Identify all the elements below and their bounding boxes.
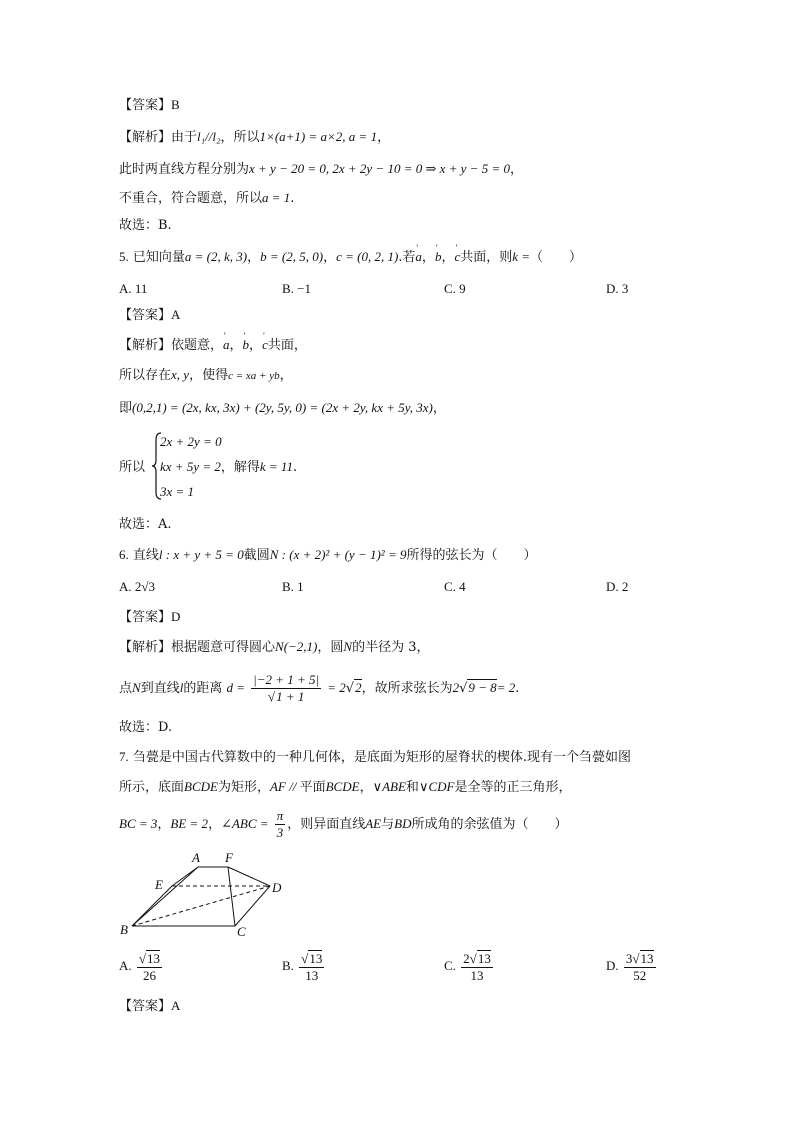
math-expression: c = xa + yb <box>228 370 280 382</box>
answer-tag: 【答案】 <box>119 610 172 625</box>
vertex-d: D <box>272 880 282 895</box>
answer-tag: 【答案】 <box>119 308 172 323</box>
question-number: 7. <box>119 749 129 764</box>
analysis-line: 点N到直线l的距离 d = $\frac{|-2 + 1 + 5|}{√1 + 1}$ = 2√2，故所求弦长为2√9 − 8= 2. <box>119 672 520 704</box>
analysis-tag: 【解析】 <box>119 640 172 655</box>
option-d: D. $\frac{3√13}{52}$ <box>606 950 654 983</box>
option-d: D. 3 <box>606 281 629 296</box>
vertex-b: B <box>120 922 128 937</box>
chumeng-figure <box>112 846 292 938</box>
question-number: 6. <box>119 547 129 562</box>
answer-value: B <box>171 97 180 112</box>
question-7-line-3: BC = 3，BE = 2，∠ABC = $\frac{\pi}{3}$ ，则异面直线AE与BD所成角的余弦值为（ ） <box>119 808 568 840</box>
math-expression: N : (x + 2)² + (y − 1)² = 9 <box>269 547 407 562</box>
answer-value: A <box>171 998 181 1013</box>
analysis-tag: 【解析】 <box>119 130 172 145</box>
math-expression: 1×(a+1) = a×2, a = 1 <box>259 129 378 144</box>
analysis-line: 所以存在x, y，使得c = xa + yb， <box>119 367 293 383</box>
option-c: C. $\frac{2√13}{13}$ <box>444 950 491 983</box>
angle-fraction: $\frac{\pi}{3}$ <box>276 808 284 840</box>
option-d: D. 2 <box>606 579 629 594</box>
option-c: C. 4 <box>444 579 466 594</box>
vector-b: b = (2, 5, 0) <box>260 249 324 264</box>
analysis-line: 即(0,2,1) = (2x, kx, 3x) + (2y, 5y, 0) = (2x + 2y, kx + 5y, 3x)， <box>119 400 446 416</box>
option-a: A. 11 <box>119 281 148 296</box>
math-expression: l : x + y + 5 = 0 <box>158 547 244 562</box>
analysis-line: 【解析】依题意，' a，' b，' c共面， <box>119 336 307 355</box>
distance-fraction: $\frac{|-2 + 1 + 5|}{√1 + 1}$ <box>253 672 320 704</box>
vector-c: c = (0, 2, 1) <box>336 249 399 264</box>
answer-tag: 【答案】 <box>119 999 172 1014</box>
math-expression: l₁//l₂ <box>197 129 221 144</box>
option-b: B. $\frac{√13}{13}$ <box>282 950 323 983</box>
option-c: C. 9 <box>444 281 466 296</box>
math-expression: x + y − 20 = 0, 2x + 2y − 10 = 0 ⇒ x + y − 5 = 0 <box>249 161 510 176</box>
option-b: B. 1 <box>282 579 304 594</box>
question-7-line-1: 7. 刍甍是中国古代算数中的一种几何体，是底面为矩形的屋脊状的楔体.现有一个刍甍如图 <box>119 749 632 765</box>
answer-line <box>119 608 180 627</box>
result: k = 11 <box>259 459 293 474</box>
question-5: 5. 已知向量a = (2, k, 3)，b = (2, 5, 0)，c = (0, 2, 1).若' a，' b，' c共面，则k =（ ） <box>119 248 582 267</box>
answer-tag: 【答案】 <box>119 98 172 113</box>
vertex-a: A <box>192 850 200 865</box>
question-6: 6. 直线l : x + y + 5 = 0截圆N : (x + 2)² + (y − 1)² = 9所得的弦长为（ ） <box>119 547 537 563</box>
math-expression: a = 1 <box>262 190 291 205</box>
answer-value: D <box>171 609 181 624</box>
vertex-f: F <box>225 850 233 865</box>
choice-line: 故选：D. <box>119 720 173 735</box>
vertex-c: C <box>237 924 246 938</box>
analysis-line: 不重合，符合题意，所以a = 1. <box>119 190 295 206</box>
answer-line <box>119 306 180 325</box>
analysis-line: 【解析】由于l₁//l₂，所以1×(a+1) = a×2, a = 1， <box>119 129 391 145</box>
option-a: A. 2√3 <box>119 579 156 594</box>
vertex-e: E <box>155 877 163 892</box>
analysis-tag: 【解析】 <box>119 338 172 353</box>
analysis-line: 【解析】根据题意可得圆心N(−2,1)，圆N的半径为 3， <box>119 639 430 655</box>
option-a: A. $\frac{√13}{26}$ <box>119 950 161 983</box>
math-expression: (0,2,1) = (2x, kx, 3x) + (2y, 5y, 0) = (2x + 2y, kx + 5y, 3x) <box>132 400 433 415</box>
choice-line: 故选：A. <box>119 517 172 532</box>
math-expression: N(−2,1) <box>275 639 318 654</box>
system-label: 所以 <box>119 460 146 475</box>
question-number: 5. <box>119 249 129 264</box>
equation-1: 2x + 2y = 0 <box>160 434 222 449</box>
choice-line: 故选：B. <box>119 218 172 233</box>
option-b: B. −1 <box>282 281 312 296</box>
answer-line <box>119 96 180 115</box>
equation-2: kx + 5y = 2，解得k = 11. <box>160 459 298 475</box>
answer-value: A <box>171 307 181 322</box>
equation-3: 3x = 1 <box>160 484 195 499</box>
analysis-line: 此时两直线方程分别为x + y − 20 = 0, 2x + 2y − 10 = 0 ⇒ x + y − 5 = 0， <box>119 161 523 177</box>
answer-line <box>119 997 180 1016</box>
vector-a: a = (2, k, 3) <box>184 249 248 264</box>
math-expression: x, y <box>171 367 190 382</box>
question-7-line-2: 所示，底面BCDE为矩形，AF // 平面BCDE，∨ABE和∨CDF是全等的正三角形， <box>119 779 572 795</box>
